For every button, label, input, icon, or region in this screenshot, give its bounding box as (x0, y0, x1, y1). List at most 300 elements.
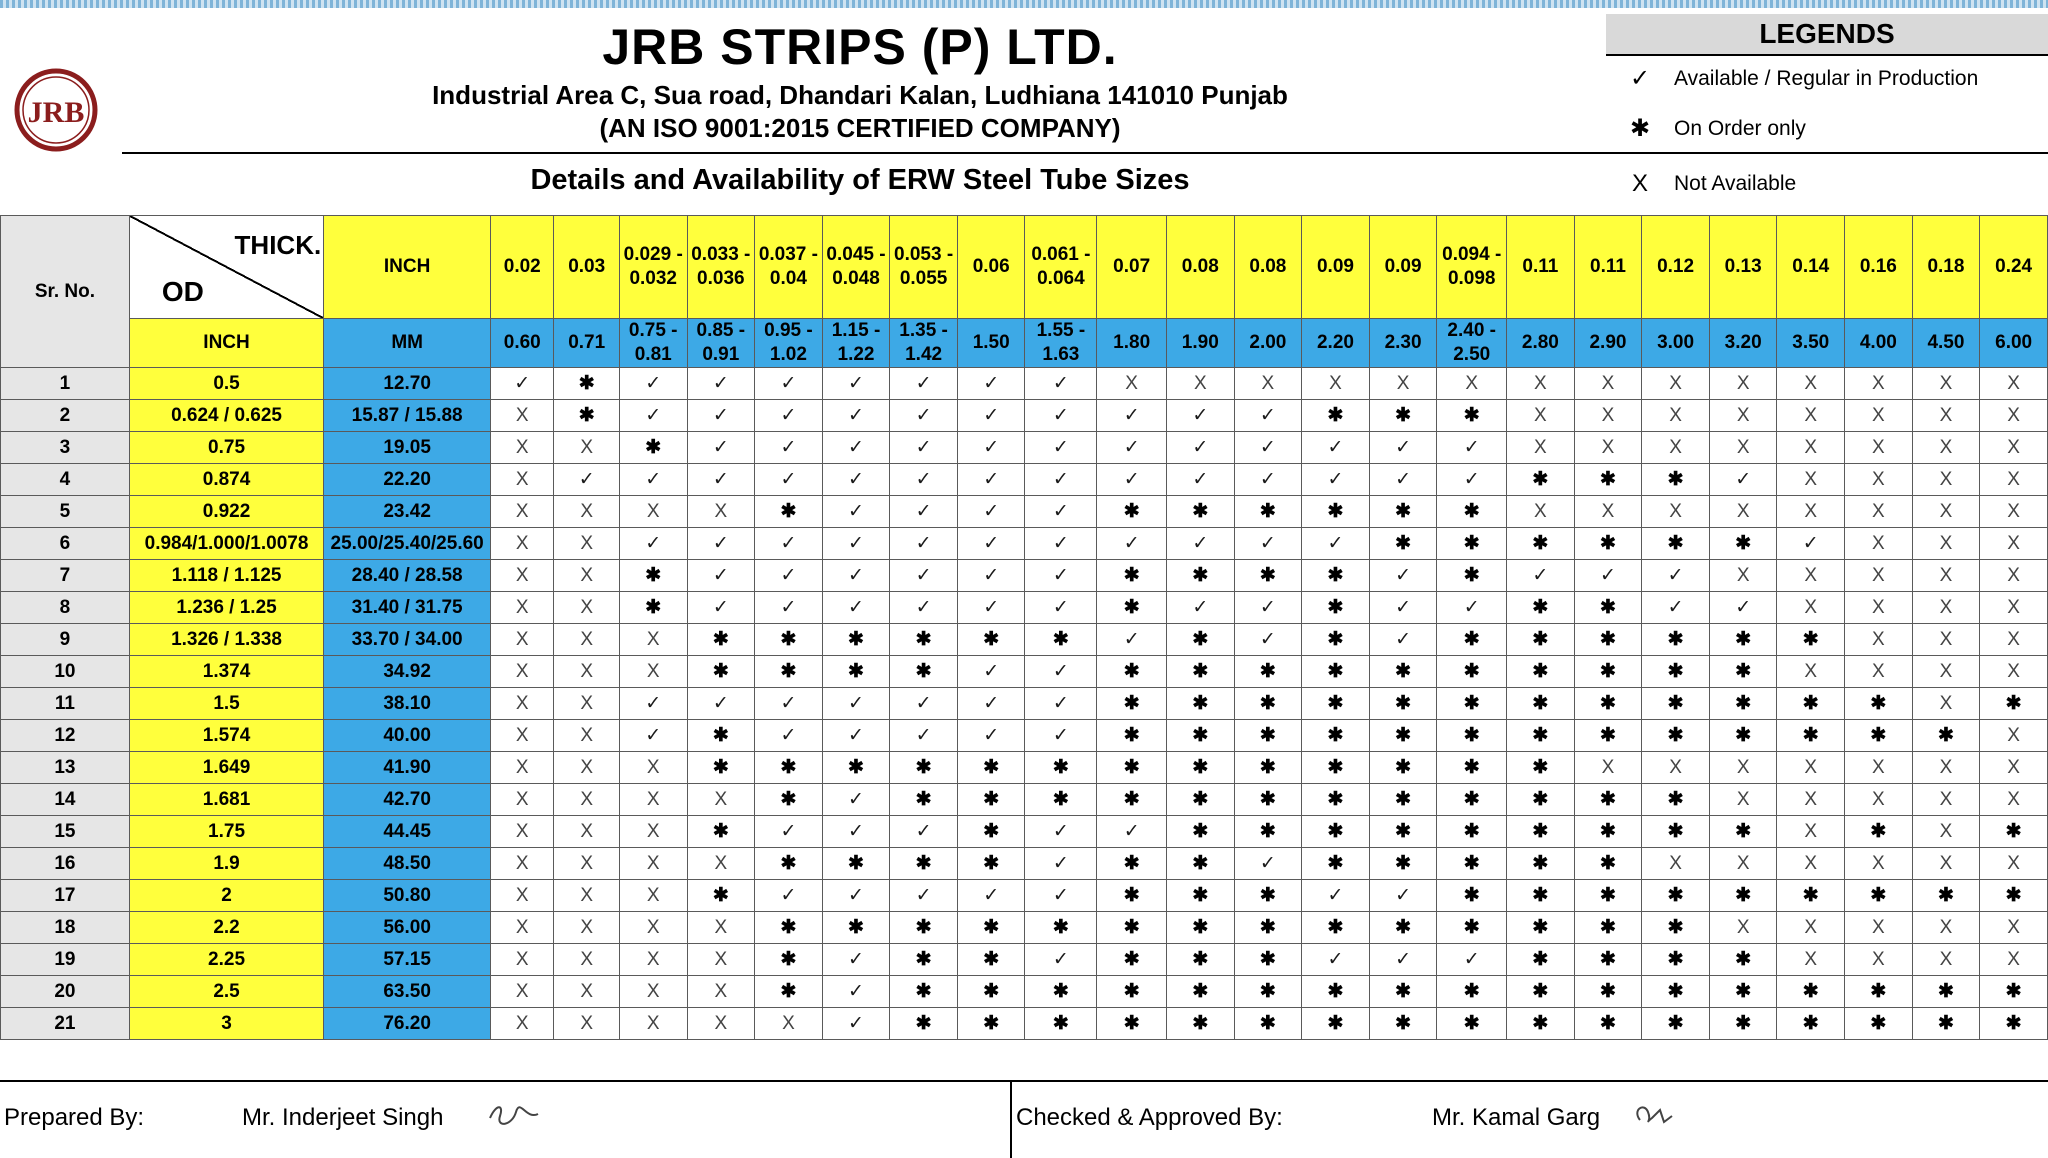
x-icon: X (755, 1008, 823, 1040)
x-icon: X (554, 976, 619, 1008)
check-icon: ✓ (619, 720, 687, 752)
check-icon: ✓ (822, 944, 890, 976)
check-icon: ✓ (755, 816, 823, 848)
od-inch-cell: 0.922 (129, 496, 323, 528)
asterisk-icon: ✱ (1642, 912, 1710, 944)
company-address: Industrial Area C, Sua road, Dhandari Kalan, Ludhiana 141010 Punjab (432, 80, 1288, 110)
x-icon: X (619, 1008, 687, 1040)
check-icon: ✓ (1025, 496, 1097, 528)
check-icon: ✓ (1025, 592, 1097, 624)
table-row (1, 560, 2048, 592)
x-icon: X (687, 848, 755, 880)
asterisk-icon: ✱ (1369, 912, 1437, 944)
x-icon: X (554, 656, 619, 688)
check-icon: ✓ (1234, 848, 1302, 880)
x-icon: X (1642, 400, 1710, 432)
check-icon: ✓ (890, 592, 958, 624)
sr-no-cell: 4 (1, 464, 130, 496)
check-icon: ✓ (1097, 400, 1167, 432)
x-icon: X (687, 1008, 755, 1040)
sr-no-cell: 18 (1, 912, 130, 944)
x-icon: X (1980, 784, 2048, 816)
table-row (1, 784, 2048, 816)
od-inch-cell: 2 (129, 880, 323, 912)
asterisk-icon: ✱ (1369, 656, 1437, 688)
asterisk-icon: ✱ (1912, 720, 1980, 752)
x-icon: X (687, 976, 755, 1008)
asterisk-icon: ✱ (1912, 1008, 1980, 1040)
asterisk-icon: ✱ (1302, 656, 1370, 688)
asterisk-icon: ✱ (1167, 912, 1235, 944)
asterisk-icon: ✱ (1574, 464, 1642, 496)
od-inch-cell: 1.326 / 1.338 (129, 624, 323, 656)
asterisk-icon: ✱ (1709, 528, 1777, 560)
x-icon: X (1777, 368, 1845, 400)
x-icon: X (1709, 368, 1777, 400)
asterisk-icon: ✱ (1234, 720, 1302, 752)
check-icon: ✓ (1097, 432, 1167, 464)
x-icon: X (1980, 624, 2048, 656)
asterisk-icon: ✱ (1369, 976, 1437, 1008)
check-icon: ✓ (890, 816, 958, 848)
check-icon: ✓ (1025, 432, 1097, 464)
asterisk-icon: ✱ (1709, 880, 1777, 912)
thickness-inch-header: 0.07 (1097, 216, 1167, 319)
asterisk-icon: ✱ (619, 560, 687, 592)
od-inch-cell: 0.75 (129, 432, 323, 464)
asterisk-icon: ✱ (1437, 848, 1507, 880)
x-icon: X (491, 752, 554, 784)
check-icon: ✓ (1025, 944, 1097, 976)
asterisk-icon: ✱ (1574, 656, 1642, 688)
asterisk-icon: ✱ (1709, 816, 1777, 848)
x-icon: X (491, 464, 554, 496)
check-icon: ✓ (1234, 624, 1302, 656)
asterisk-icon: ✱ (890, 1008, 958, 1040)
x-icon: X (619, 912, 687, 944)
x-icon: X (619, 784, 687, 816)
asterisk-icon: ✱ (1369, 400, 1437, 432)
thickness-inch-header: 0.02 (491, 216, 554, 319)
asterisk-icon: ✱ (1302, 560, 1370, 592)
asterisk-icon: ✱ (1025, 976, 1097, 1008)
check-icon: ✓ (890, 464, 958, 496)
asterisk-icon: ✱ (1437, 784, 1507, 816)
x-icon: X (1912, 432, 1980, 464)
x-icon: X (1845, 432, 1913, 464)
asterisk-icon: ✱ (1437, 400, 1507, 432)
x-icon: X (1167, 368, 1235, 400)
asterisk-icon: ✱ (1302, 752, 1370, 784)
asterisk-icon: ✱ (1302, 496, 1370, 528)
check-icon: ✓ (1025, 368, 1097, 400)
check-icon: ✓ (1234, 592, 1302, 624)
x-icon: X (1709, 400, 1777, 432)
check-icon: ✓ (1369, 592, 1437, 624)
asterisk-icon: ✱ (1167, 752, 1235, 784)
asterisk-icon: ✱ (1574, 912, 1642, 944)
check-icon: ✓ (957, 528, 1025, 560)
x-icon: X (619, 656, 687, 688)
check-icon: ✓ (1574, 560, 1642, 592)
x-icon: X (491, 624, 554, 656)
asterisk-icon: ✱ (755, 656, 823, 688)
thickness-inch-header: 0.16 (1845, 216, 1913, 319)
x-icon: X (554, 944, 619, 976)
check-icon: ✓ (1234, 464, 1302, 496)
thickness-inch-header: 0.061 - 0.064 (1025, 216, 1097, 319)
thickness-mm-header: 1.15 - 1.22 (822, 319, 890, 368)
x-icon: X (1642, 848, 1710, 880)
check-icon: ✓ (822, 496, 890, 528)
check-icon: ✓ (755, 400, 823, 432)
check-icon: ✓ (1097, 528, 1167, 560)
check-icon: ✓ (957, 400, 1025, 432)
asterisk-icon: ✱ (1097, 496, 1167, 528)
od-mm-cell: 15.87 / 15.88 (324, 400, 491, 432)
asterisk-icon: ✱ (1437, 752, 1507, 784)
check-icon: ✓ (822, 976, 890, 1008)
table-row (1, 624, 2048, 656)
od-inch-cell: 1.118 / 1.125 (129, 560, 323, 592)
asterisk-icon: ✱ (1777, 688, 1845, 720)
check-icon: ✓ (1437, 592, 1507, 624)
check-icon: ✓ (687, 432, 755, 464)
asterisk-icon: ✱ (957, 624, 1025, 656)
check-icon: ✓ (890, 368, 958, 400)
check-icon: ✓ (957, 688, 1025, 720)
x-icon: X (1980, 400, 2048, 432)
asterisk-icon: ✱ (1437, 816, 1507, 848)
thickness-mm-header: 2.20 (1302, 319, 1370, 368)
od-mm-cell: 48.50 (324, 848, 491, 880)
check-icon: ✓ (687, 688, 755, 720)
od-label: OD (161, 276, 204, 307)
asterisk-icon: ✱ (1437, 880, 1507, 912)
x-icon: X (1709, 496, 1777, 528)
thickness-mm-header: 4.50 (1912, 319, 1980, 368)
table-row (1, 496, 2048, 528)
asterisk-icon: ✱ (1642, 464, 1710, 496)
check-icon: ✓ (1437, 944, 1507, 976)
thickness-mm-header: 6.00 (1980, 319, 2048, 368)
x-icon: X (1709, 784, 1777, 816)
x-icon: X (619, 944, 687, 976)
x-icon: X (1980, 464, 2048, 496)
asterisk-icon: ✱ (1302, 720, 1370, 752)
x-icon: X (619, 624, 687, 656)
x-icon: X (687, 912, 755, 944)
x-icon: X (1912, 528, 1980, 560)
check-icon: ✓ (890, 528, 958, 560)
x-icon: X (1631, 170, 1648, 197)
x-icon: X (1980, 560, 2048, 592)
asterisk-icon: ✱ (1437, 912, 1507, 944)
asterisk-icon: ✱ (1369, 784, 1437, 816)
asterisk-icon: ✱ (1167, 816, 1235, 848)
check-icon: ✓ (822, 880, 890, 912)
check-icon: ✓ (755, 688, 823, 720)
od-inch-header: INCH (129, 319, 323, 368)
asterisk-icon: ✱ (957, 976, 1025, 1008)
x-icon: X (554, 880, 619, 912)
thickness-inch-header: 0.09 (1369, 216, 1437, 319)
svg-text:JRB: JRB (27, 96, 85, 129)
check-icon: ✓ (1302, 528, 1370, 560)
x-icon: X (1980, 944, 2048, 976)
check-icon: ✓ (687, 560, 755, 592)
check-icon: ✓ (1642, 592, 1710, 624)
asterisk-icon: ✱ (687, 720, 755, 752)
check-icon: ✓ (890, 432, 958, 464)
od-mm-cell: 34.92 (324, 656, 491, 688)
asterisk-icon: ✱ (1574, 880, 1642, 912)
asterisk-icon: ✱ (1642, 880, 1710, 912)
asterisk-icon: ✱ (822, 848, 890, 880)
x-icon: X (1777, 848, 1845, 880)
x-icon: X (1777, 592, 1845, 624)
x-icon: X (491, 496, 554, 528)
asterisk-icon: ✱ (1302, 688, 1370, 720)
x-icon: X (554, 720, 619, 752)
asterisk-icon: ✱ (1234, 944, 1302, 976)
sr-no-cell: 1 (1, 368, 130, 400)
x-icon: X (1709, 848, 1777, 880)
thickness-inch-header: 0.053 - 0.055 (890, 216, 958, 319)
sr-no-cell: 13 (1, 752, 130, 784)
asterisk-icon: ✱ (1437, 528, 1507, 560)
od-inch-cell: 2.5 (129, 976, 323, 1008)
check-icon: ✓ (1025, 688, 1097, 720)
x-icon: X (554, 624, 619, 656)
thickness-mm-header: 1.50 (957, 319, 1025, 368)
x-icon: X (1980, 528, 2048, 560)
asterisk-icon: ✱ (1777, 976, 1845, 1008)
thickness-inch-header: 0.08 (1167, 216, 1235, 319)
x-icon: X (1912, 816, 1980, 848)
thickness-mm-header: 1.55 - 1.63 (1025, 319, 1097, 368)
asterisk-icon: ✱ (1507, 624, 1575, 656)
asterisk-icon: ✱ (1167, 688, 1235, 720)
thickness-mm-header: 2.40 - 2.50 (1437, 319, 1507, 368)
asterisk-icon: ✱ (957, 944, 1025, 976)
x-icon: X (1912, 400, 1980, 432)
sr-no-cell: 2 (1, 400, 130, 432)
x-icon: X (1507, 368, 1575, 400)
legend-label: Available / Regular in Production (1674, 66, 1979, 90)
table-row (1, 592, 2048, 624)
asterisk-icon: ✱ (1642, 816, 1710, 848)
x-icon: X (1980, 912, 2048, 944)
od-inch-cell: 3 (129, 1008, 323, 1040)
x-icon: X (554, 752, 619, 784)
table-row (1, 752, 2048, 784)
prepared-by-name: Mr. Inderjeet Singh (242, 1104, 444, 1131)
asterisk-icon: ✱ (1369, 528, 1437, 560)
asterisk-icon: ✱ (1302, 912, 1370, 944)
asterisk-icon: ✱ (1167, 976, 1235, 1008)
x-icon: X (1777, 784, 1845, 816)
od-mm-cell: 40.00 (324, 720, 491, 752)
asterisk-icon: ✱ (957, 912, 1025, 944)
sr-no-cell: 7 (1, 560, 130, 592)
x-icon: X (554, 848, 619, 880)
asterisk-icon: ✱ (1642, 944, 1710, 976)
table-row (1, 528, 2048, 560)
check-icon: ✓ (619, 528, 687, 560)
od-inch-cell: 1.681 (129, 784, 323, 816)
x-icon: X (1980, 656, 2048, 688)
x-icon: X (1574, 432, 1642, 464)
check-icon: ✓ (1025, 880, 1097, 912)
check-icon: ✓ (1709, 592, 1777, 624)
legend-on-order (1620, 114, 1806, 143)
asterisk-icon: ✱ (1097, 656, 1167, 688)
od-inch-cell: 1.9 (129, 848, 323, 880)
asterisk-icon: ✱ (1167, 720, 1235, 752)
x-icon: X (1845, 560, 1913, 592)
x-icon: X (1912, 464, 1980, 496)
company-name: JRB STRIPS (P) LTD. (602, 19, 1118, 75)
thickness-mm-header: 2.80 (1507, 319, 1575, 368)
asterisk-icon: ✱ (1845, 720, 1913, 752)
asterisk-icon: ✱ (1642, 528, 1710, 560)
x-icon: X (1777, 400, 1845, 432)
approved-signature (1630, 1100, 1678, 1130)
table-row (1, 400, 2048, 432)
x-icon: X (554, 912, 619, 944)
asterisk-icon: ✱ (1507, 944, 1575, 976)
x-icon: X (554, 816, 619, 848)
asterisk-icon: ✱ (890, 912, 958, 944)
thickness-mm-header: 3.00 (1642, 319, 1710, 368)
x-icon: X (491, 400, 554, 432)
x-icon: X (1912, 688, 1980, 720)
sr-no-cell: 16 (1, 848, 130, 880)
x-icon: X (619, 848, 687, 880)
asterisk-icon: ✱ (1097, 976, 1167, 1008)
check-icon: ✓ (755, 720, 823, 752)
od-mm-cell: 33.70 / 34.00 (324, 624, 491, 656)
asterisk-icon: ✱ (1507, 592, 1575, 624)
asterisk-icon: ✱ (1167, 784, 1235, 816)
check-icon: ✓ (1234, 432, 1302, 464)
asterisk-icon: ✱ (1234, 752, 1302, 784)
check-icon: ✓ (957, 560, 1025, 592)
asterisk-icon: ✱ (1574, 528, 1642, 560)
asterisk-icon: ✱ (1507, 976, 1575, 1008)
iso-certification: (AN ISO 9001:2015 CERTIFIED COMPANY) (599, 113, 1121, 143)
asterisk-icon: ✱ (1025, 752, 1097, 784)
asterisk-icon: ✱ (1574, 848, 1642, 880)
asterisk-icon: ✱ (1369, 816, 1437, 848)
x-icon: X (1845, 496, 1913, 528)
check-icon: ✓ (1507, 560, 1575, 592)
check-icon: ✓ (1097, 624, 1167, 656)
od-inch-cell: 0.624 / 0.625 (129, 400, 323, 432)
asterisk-icon: ✱ (1234, 1008, 1302, 1040)
asterisk-icon: ✱ (1302, 1008, 1370, 1040)
check-icon: ✓ (1167, 400, 1235, 432)
asterisk-icon: ✱ (1980, 976, 2048, 1008)
check-icon: ✓ (687, 400, 755, 432)
asterisk-icon: ✱ (1167, 496, 1235, 528)
x-icon: X (1845, 752, 1913, 784)
asterisk-icon: ✱ (1167, 1008, 1235, 1040)
x-icon: X (1709, 432, 1777, 464)
thickness-mm-header: 2.30 (1369, 319, 1437, 368)
check-icon: ✓ (755, 368, 823, 400)
check-icon: ✓ (822, 528, 890, 560)
thickness-inch-header: 0.045 - 0.048 (822, 216, 890, 319)
asterisk-icon: ✱ (1507, 880, 1575, 912)
x-icon: X (1845, 848, 1913, 880)
check-icon: ✓ (755, 880, 823, 912)
asterisk-icon: ✱ (1980, 1008, 2048, 1040)
asterisk-icon: ✱ (1912, 976, 1980, 1008)
x-icon: X (1845, 656, 1913, 688)
check-icon: ✓ (755, 528, 823, 560)
check-icon: ✓ (957, 720, 1025, 752)
x-icon: X (1709, 912, 1777, 944)
asterisk-icon: ✱ (1437, 496, 1507, 528)
asterisk-icon: ✱ (890, 624, 958, 656)
thickness-inch-row (1, 216, 2048, 319)
x-icon: X (1980, 432, 2048, 464)
check-icon: ✓ (755, 592, 823, 624)
x-icon: X (619, 496, 687, 528)
asterisk-icon: ✱ (822, 656, 890, 688)
check-icon: ✓ (1369, 560, 1437, 592)
od-inch-cell: 0.984/1.000/1.0078 (129, 528, 323, 560)
asterisk-icon: ✱ (755, 624, 823, 656)
sr-no-cell: 21 (1, 1008, 130, 1040)
asterisk-icon: ✱ (1507, 848, 1575, 880)
asterisk-icon: ✱ (890, 752, 958, 784)
x-icon: X (1574, 752, 1642, 784)
asterisk-icon: ✱ (1709, 720, 1777, 752)
od-mm-header: MM (324, 319, 491, 368)
x-icon: X (1845, 944, 1913, 976)
check-icon: ✓ (755, 560, 823, 592)
asterisk-icon: ✱ (1709, 624, 1777, 656)
x-icon: X (1777, 816, 1845, 848)
thickness-mm-header: 1.80 (1097, 319, 1167, 368)
asterisk-icon: ✱ (1507, 912, 1575, 944)
od-mm-cell: 19.05 (324, 432, 491, 464)
od-mm-cell: 25.00/25.40/25.60 (324, 528, 491, 560)
x-icon: X (1369, 368, 1437, 400)
x-icon: X (1980, 752, 2048, 784)
x-icon: X (1507, 432, 1575, 464)
x-icon: X (1980, 848, 2048, 880)
check-icon: ✓ (1025, 560, 1097, 592)
asterisk-icon: ✱ (1980, 880, 2048, 912)
x-icon: X (491, 720, 554, 752)
sr-no-cell: 19 (1, 944, 130, 976)
asterisk-icon: ✱ (1574, 1008, 1642, 1040)
x-icon: X (1912, 752, 1980, 784)
x-icon: X (491, 912, 554, 944)
x-icon: X (1912, 784, 1980, 816)
asterisk-icon: ✱ (890, 656, 958, 688)
prepared-signature (486, 1100, 542, 1128)
asterisk-icon: ✱ (1437, 688, 1507, 720)
check-icon: ✓ (687, 464, 755, 496)
x-icon: X (1507, 400, 1575, 432)
x-icon: X (491, 528, 554, 560)
table-row (1, 944, 2048, 976)
